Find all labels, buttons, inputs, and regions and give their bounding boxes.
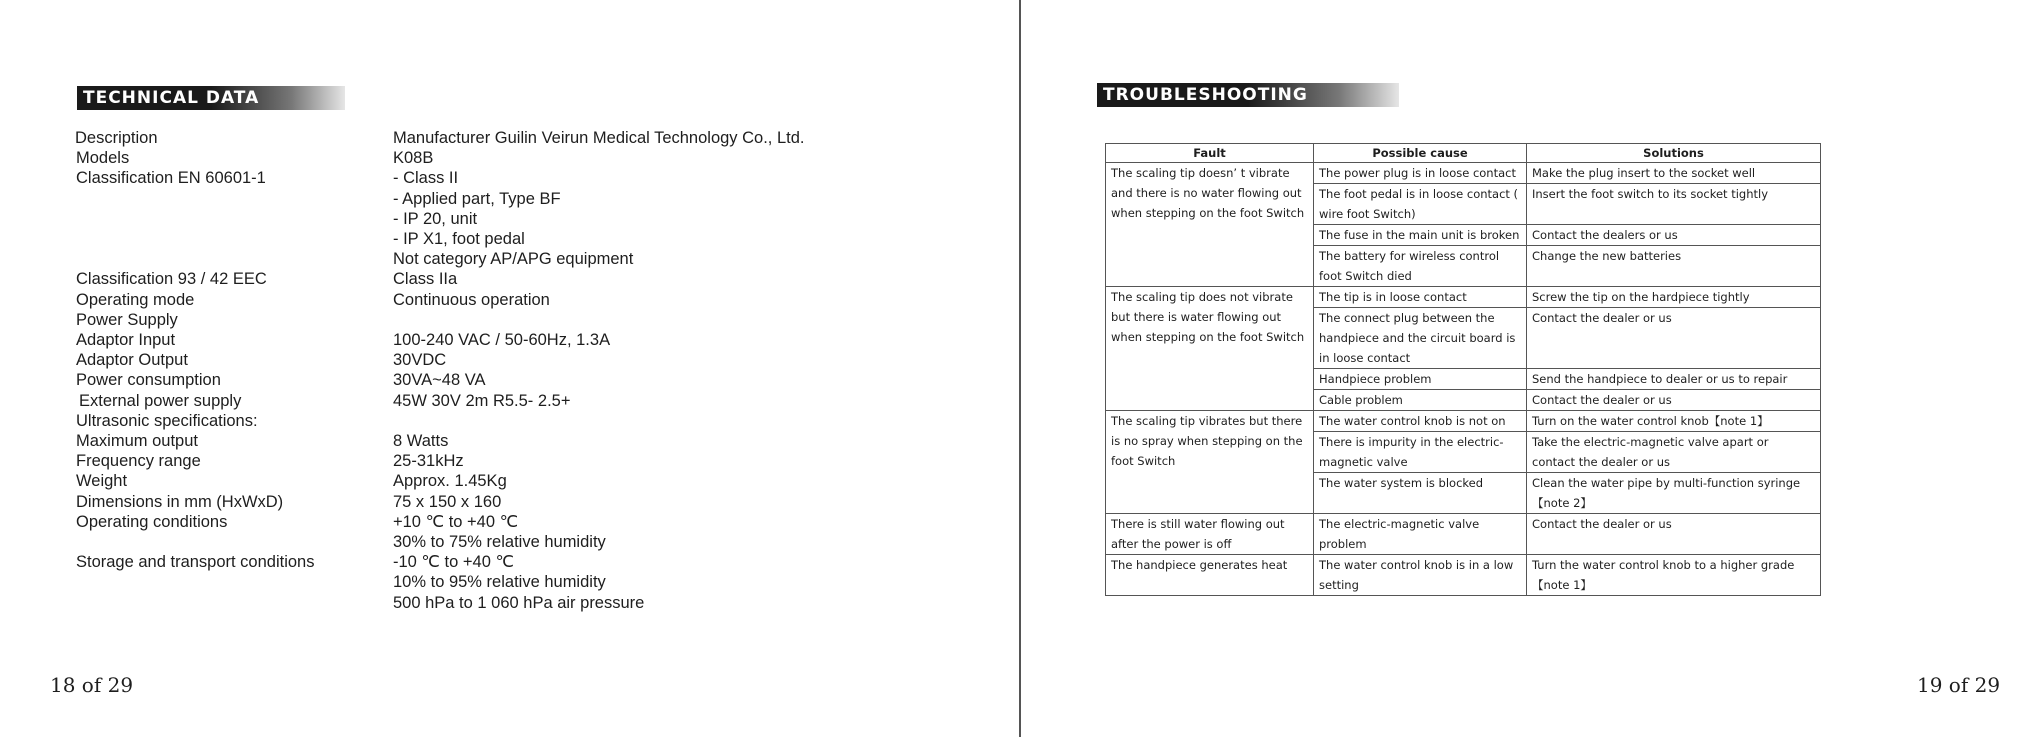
spec-value: 75 x 150 x 160 bbox=[393, 492, 502, 511]
left-page bbox=[0, 0, 1020, 737]
solution-cell: Contact the dealer or us bbox=[1527, 308, 1821, 369]
solution-cell: Contact the dealer or us bbox=[1527, 390, 1821, 411]
fault-cell: The scaling tip doesn’ t vibrate and there is no water flowing out when stepping on the foot Switch bbox=[1106, 163, 1314, 287]
cause-cell: The electric-magnetic valve problem bbox=[1314, 514, 1527, 555]
spec-label: Classification 93 / 42 EEC bbox=[76, 270, 267, 289]
solution-cell: Clean the water pipe by multi-function syringe 【note 2】 bbox=[1527, 473, 1821, 514]
spec-value: 30VA~48 VA bbox=[393, 371, 486, 390]
spec-label: Description bbox=[75, 129, 158, 147]
spec-value: 8 Watts bbox=[393, 432, 449, 450]
spec-value: -10 ℃ to +40 ℃ bbox=[393, 553, 514, 572]
cause-cell: The foot pedal is in loose contact ( wire foot Switch) bbox=[1314, 184, 1527, 225]
fault-cell: The handpiece generates heat bbox=[1106, 555, 1314, 596]
solution-cell: Contact the dealer or us bbox=[1527, 514, 1821, 555]
cause-cell: There is impurity in the electric-magnetic valve bbox=[1314, 432, 1527, 473]
spec-label: Frequency range bbox=[76, 452, 201, 471]
technical-data-heading: TECHNICAL DATA bbox=[77, 86, 345, 110]
cause-cell: The water control knob is in a low setting bbox=[1314, 555, 1527, 596]
table-row bbox=[1106, 514, 1821, 555]
solution-cell: Change the new batteries bbox=[1527, 246, 1821, 287]
cause-cell: Handpiece problem bbox=[1314, 369, 1527, 390]
spec-value: +10 ℃ to +40 ℃ bbox=[393, 512, 519, 531]
spec-label: Power consumption bbox=[76, 371, 221, 390]
solution-cell: Screw the tip on the hardpiece tightly bbox=[1527, 287, 1821, 308]
solution-cell: Send the handpiece to dealer or us to repair bbox=[1527, 369, 1821, 390]
spec-value: 25-31kHz bbox=[393, 452, 464, 471]
solution-cell: Take the electric-magnetic valve apart or contact the dealer or us bbox=[1527, 432, 1821, 473]
cause-cell: The power plug is in loose contact bbox=[1314, 163, 1527, 184]
spec-value: - IP X1, foot pedal bbox=[393, 230, 525, 248]
spec-label: External power supply bbox=[79, 391, 242, 410]
spec-value: 10% to 95% relative humidity bbox=[393, 573, 606, 592]
spec-label: Operating mode bbox=[76, 290, 195, 309]
spec-value: Manufacturer Guilin Veirun Medical Technology Co., Ltd. bbox=[393, 129, 805, 147]
table-row bbox=[1106, 287, 1821, 308]
table-row bbox=[1106, 163, 1821, 184]
fault-cell: The scaling tip does not vibrate but there is water flowing out when stepping on the foot Switch bbox=[1106, 287, 1314, 411]
header-fault: Fault bbox=[1106, 144, 1314, 163]
table-header-row bbox=[1106, 144, 1821, 163]
cause-cell: The tip is in loose contact bbox=[1314, 287, 1527, 308]
spec-value: 500 hPa to 1 060 hPa air pressure bbox=[393, 593, 645, 612]
right-page bbox=[1021, 0, 2041, 737]
spec-label: Models bbox=[76, 149, 130, 168]
spec-value: - Applied part, Type BF bbox=[393, 189, 561, 208]
solution-cell: Turn on the water control knob【note 1】 bbox=[1527, 411, 1821, 432]
page-number-left: 18 of 29 bbox=[50, 673, 134, 697]
spec-value: Approx. 1.45Kg bbox=[393, 472, 507, 491]
troubleshooting-heading: TROUBLESHOOTING bbox=[1097, 83, 1399, 107]
spec-label: Adaptor Input bbox=[76, 331, 176, 349]
fault-cell: There is still water flowing out after the power is off bbox=[1106, 514, 1314, 555]
cause-cell: Cable problem bbox=[1314, 390, 1527, 411]
troubleshooting-table bbox=[1105, 143, 1821, 596]
spec-label: Operating conditions bbox=[76, 512, 228, 531]
spec-value: - Class II bbox=[393, 169, 459, 188]
table-row bbox=[1106, 411, 1821, 432]
spec-value: K08B bbox=[393, 149, 434, 168]
spec-label: Weight bbox=[76, 472, 128, 491]
spec-value: Continuous operation bbox=[393, 290, 550, 309]
spec-value: - IP 20, unit bbox=[393, 209, 478, 228]
cause-cell: The fuse in the main unit is broken bbox=[1314, 225, 1527, 246]
cause-cell: The water control knob is not on bbox=[1314, 411, 1527, 432]
spec-label: Dimensions in mm (HxWxD) bbox=[76, 492, 284, 511]
spec-label: Adaptor Output bbox=[76, 351, 188, 370]
header-solutions: Solutions bbox=[1527, 144, 1821, 163]
spec-label: Storage and transport conditions bbox=[76, 553, 315, 572]
table-row bbox=[1106, 555, 1821, 596]
header-possible-cause: Possible cause bbox=[1314, 144, 1527, 163]
cause-cell: The battery for wireless control foot Switch died bbox=[1314, 246, 1527, 287]
spec-value: Not category AP/APG equipment bbox=[393, 250, 634, 269]
spec-label: Maximum output bbox=[76, 432, 198, 450]
cause-cell: The water system is blocked bbox=[1314, 473, 1527, 514]
spec-value: 100-240 VAC / 50-60Hz, 1.3A bbox=[393, 331, 611, 349]
solution-cell: Make the plug insert to the socket well bbox=[1527, 163, 1821, 184]
page-number-right: 19 of 29 bbox=[1917, 673, 2001, 697]
spec-label: Ultrasonic specifications: bbox=[76, 411, 258, 430]
solution-cell: Turn the water control knob to a higher grade 【note 1】 bbox=[1527, 555, 1821, 596]
spec-value: Class IIa bbox=[393, 270, 458, 289]
spec-label: Classification EN 60601-1 bbox=[76, 169, 266, 188]
spec-value: 45W 30V 2m R5.5- 2.5+ bbox=[393, 391, 571, 410]
cause-cell: The connect plug between the handpiece and the circuit board is in loose contact bbox=[1314, 308, 1527, 369]
solution-cell: Insert the foot switch to its socket tightly bbox=[1527, 184, 1821, 225]
fault-cell: The scaling tip vibrates but there is no spray when stepping on the foot Switch bbox=[1106, 411, 1314, 514]
spec-label: Power Supply bbox=[76, 310, 178, 329]
spec-value: 30VDC bbox=[393, 351, 447, 370]
solution-cell: Contact the dealers or us bbox=[1527, 225, 1821, 246]
spec-value: 30% to 75% relative humidity bbox=[393, 533, 606, 551]
